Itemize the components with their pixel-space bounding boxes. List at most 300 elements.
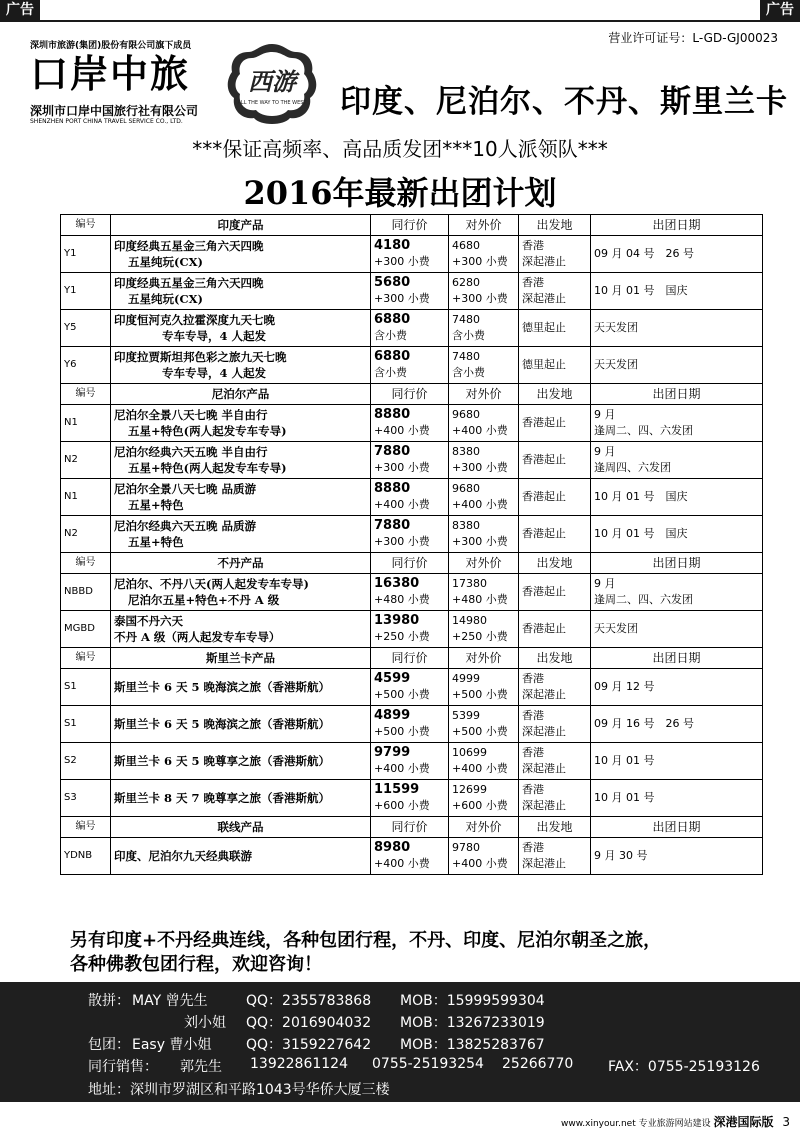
tour-code: N1 — [61, 405, 111, 442]
section-header-row — [61, 648, 763, 669]
trade-price-value: 8880 — [374, 481, 411, 496]
header-depart: 出发地 — [519, 215, 591, 236]
header-code: 编号 — [61, 384, 111, 405]
retail-price-value: 10699 — [452, 746, 487, 759]
header-code: 编号 — [61, 817, 111, 838]
sales-phone-3: 25266770 — [502, 1056, 574, 1072]
svg-text:ALL THE WAY TO THE WEST: ALL THE WAY TO THE WEST — [237, 100, 307, 106]
tour-name-line-1: 印度拉贾斯坦邦色彩之旅九天七晚 — [114, 350, 287, 364]
retail-price-tip: +500 小费 — [452, 688, 508, 701]
header-name: 印度产品 — [111, 215, 371, 236]
tour-name-line-1: 尼泊尔全景八天七晚 半自由行 — [114, 408, 268, 422]
trade-price — [371, 273, 449, 310]
table-row — [61, 516, 763, 553]
tour-date — [591, 516, 763, 553]
tour-date — [591, 479, 763, 516]
trade-price — [371, 236, 449, 273]
retail-price-value: 14980 — [452, 614, 487, 627]
tour-name-line-2: 不丹 A 级（两人起发专车专导） — [114, 630, 281, 644]
header-retail: 对外价 — [449, 553, 519, 574]
brand-english-name: SHENZHEN PORT CHINA TRAVEL SERVICE CO., LTD. — [30, 118, 183, 125]
tour-code: Y1 — [61, 236, 111, 273]
retail-price-value: 8380 — [452, 445, 480, 458]
header-date: 出团日期 — [591, 215, 763, 236]
contact-label: 散拼： — [88, 993, 130, 1009]
departure — [519, 273, 591, 310]
table-row — [61, 442, 763, 479]
slogan: ***保证高频率、高品质发团***10人派领队*** — [192, 137, 608, 161]
trade-price — [371, 442, 449, 479]
header-name: 尼泊尔产品 — [111, 384, 371, 405]
tour-name-line-1: 印度恒河克久拉霍深度九天七晚 — [114, 313, 275, 327]
tour-date — [591, 273, 763, 310]
retail-price-tip: +250 小费 — [452, 630, 508, 643]
trade-price-tip: +500 小费 — [374, 688, 430, 701]
departure-line-1: 香港起止 — [522, 585, 566, 598]
departure-line-2: 深起港止 — [522, 725, 566, 738]
departure — [519, 838, 591, 875]
tour-date-line-2: 逢周四、六发团 — [594, 461, 671, 474]
header-name: 不丹产品 — [111, 553, 371, 574]
sales-phone-1: 13922861124 — [250, 1056, 348, 1072]
contact-mob: MOB：13267233019 — [400, 1015, 545, 1031]
retail-price-value: 12699 — [452, 783, 487, 796]
trade-price — [371, 347, 449, 384]
tour-date-line-1: 09 月 04 号 26 号 — [594, 247, 694, 260]
svg-text:西游: 西游 — [248, 67, 296, 96]
tour-plan-table — [60, 214, 763, 875]
trade-price-tip: 含小费 — [374, 366, 407, 379]
tour-name-line-1: 斯里兰卡 8 天 7 晚尊享之旅（香港斯航） — [114, 791, 331, 805]
table-row — [61, 479, 763, 516]
departure-line-1: 香港 — [522, 841, 544, 854]
departure-line-1: 香港起止 — [522, 490, 566, 503]
departure-line-2: 深起港止 — [522, 857, 566, 870]
tour-name — [111, 780, 371, 817]
table-row — [61, 838, 763, 875]
tour-code: N2 — [61, 516, 111, 553]
retail-price — [449, 780, 519, 817]
tour-code: YDNB — [61, 838, 111, 875]
retail-price — [449, 838, 519, 875]
tour-date — [591, 347, 763, 384]
header-price: 同行价 — [371, 817, 449, 838]
page-number: 3 — [782, 1115, 790, 1129]
tour-name — [111, 838, 371, 875]
trade-price — [371, 516, 449, 553]
departure — [519, 347, 591, 384]
retail-price-tip: 含小费 — [452, 329, 485, 342]
trade-price — [371, 479, 449, 516]
departure — [519, 479, 591, 516]
tour-code: N2 — [61, 442, 111, 479]
tour-date-line-1: 9 月 — [594, 445, 616, 458]
tour-date-line-1: 天天发团 — [594, 358, 638, 371]
departure — [519, 611, 591, 648]
retail-price-value: 17380 — [452, 577, 487, 590]
main-title: 2016年最新出团计划 — [243, 174, 557, 212]
address: 地址：深圳市罗湖区和平路1043号华侨大厦三楼 — [88, 1082, 390, 1098]
departure — [519, 516, 591, 553]
tour-name-line-1: 印度、尼泊尔九天经典联游 — [114, 849, 252, 863]
header-price: 同行价 — [371, 648, 449, 669]
trade-price-value: 7880 — [374, 444, 411, 459]
departure-line-1: 香港 — [522, 276, 544, 289]
tour-date — [591, 236, 763, 273]
trade-price-tip: +250 小费 — [374, 630, 430, 643]
retail-price-value: 9680 — [452, 408, 480, 421]
table-row — [61, 236, 763, 273]
tour-date — [591, 574, 763, 611]
retail-price-tip: +480 小费 — [452, 593, 508, 606]
tour-date-line-2: 逢周二、四、六发团 — [594, 424, 693, 437]
tour-name — [111, 442, 371, 479]
header-depart: 出发地 — [519, 553, 591, 574]
tour-code: S1 — [61, 706, 111, 743]
retail-price — [449, 442, 519, 479]
trade-price — [371, 574, 449, 611]
tour-name — [111, 236, 371, 273]
xiyou-logo-icon — [224, 40, 320, 128]
tour-code: S2 — [61, 743, 111, 780]
tour-name-line-1: 尼泊尔经典六天五晚 半自由行 — [114, 445, 268, 459]
tour-date-line-1: 天天发团 — [594, 321, 638, 334]
departure-line-1: 香港 — [522, 746, 544, 759]
departure-line-2: 深起港止 — [522, 255, 566, 268]
header-retail: 对外价 — [449, 215, 519, 236]
tour-date-line-1: 9 月 — [594, 408, 616, 421]
table-row — [61, 405, 763, 442]
trade-price-tip: +300 小费 — [374, 292, 430, 305]
tour-name-line-1: 尼泊尔、不丹八天(两人起发专车专导) — [114, 577, 309, 591]
tour-name-line-2: 五星纯玩(CX) — [128, 292, 203, 306]
header-code: 编号 — [61, 648, 111, 669]
tour-name-line-1: 斯里兰卡 6 天 5 晚海滨之旅（香港斯航） — [114, 717, 331, 731]
tour-date — [591, 706, 763, 743]
contact-name: MAY 曾先生 — [132, 993, 208, 1009]
departure — [519, 706, 591, 743]
trade-price-tip: +300 小费 — [374, 535, 430, 548]
tour-name-line-2: 尼泊尔五星+特色+不丹 A 级 — [128, 593, 280, 607]
section-header-row — [61, 553, 763, 574]
header-code: 编号 — [61, 553, 111, 574]
tour-name-line-1: 尼泊尔经典六天五晚 品质游 — [114, 519, 257, 533]
retail-price-tip: +400 小费 — [452, 424, 508, 437]
tour-name-line-1: 尼泊尔全景八天七晚 品质游 — [114, 482, 257, 496]
tour-name — [111, 706, 371, 743]
departure — [519, 669, 591, 706]
contact-row — [0, 1012, 800, 1034]
contact-row — [0, 990, 800, 1012]
retail-price — [449, 347, 519, 384]
contact-qq: QQ：3159227642 — [246, 1037, 372, 1053]
retail-price-value: 7480 — [452, 350, 480, 363]
table-row — [61, 743, 763, 780]
tour-date-line-1: 10 月 01 号 — [594, 791, 655, 804]
tour-code: N1 — [61, 479, 111, 516]
tour-name-line-1: 斯里兰卡 6 天 5 晚尊享之旅（香港斯航） — [114, 754, 331, 768]
section-header-row — [61, 384, 763, 405]
tour-name-line-2: 五星+特色(两人起发专车专导) — [128, 424, 287, 438]
trade-price — [371, 310, 449, 347]
retail-price — [449, 405, 519, 442]
address-row — [0, 1079, 800, 1101]
ad-label-left: 广告 — [0, 0, 40, 20]
tour-name — [111, 479, 371, 516]
departure — [519, 442, 591, 479]
tour-date-line-1: 10 月 01 号 国庆 — [594, 527, 688, 540]
contact-mob: MOB：13825283767 — [400, 1037, 545, 1053]
retail-price-value: 8380 — [452, 519, 480, 532]
tour-name-line-2: 专车专导，4 人起发 — [162, 329, 267, 343]
tour-name — [111, 669, 371, 706]
retail-price — [449, 574, 519, 611]
table-row — [61, 669, 763, 706]
retail-price-tip: +400 小费 — [452, 762, 508, 775]
tour-name-line-1: 印度经典五星金三角六天四晚 — [114, 276, 264, 290]
trade-price-tip: +600 小费 — [374, 799, 430, 812]
table-row — [61, 611, 763, 648]
sales-name: 郭先生 — [180, 1059, 222, 1075]
retail-price-value: 6280 — [452, 276, 480, 289]
retail-price — [449, 669, 519, 706]
top-divider — [0, 20, 800, 22]
departure — [519, 743, 591, 780]
header-date: 出团日期 — [591, 817, 763, 838]
tour-date-line-1: 10 月 01 号 — [594, 754, 655, 767]
departure — [519, 780, 591, 817]
header-price: 同行价 — [371, 384, 449, 405]
header-name: 联线产品 — [111, 817, 371, 838]
contact-name: 刘小姐 — [184, 1015, 226, 1031]
tour-name — [111, 405, 371, 442]
retail-price-value: 4999 — [452, 672, 480, 685]
ad-label-right: 广告 — [760, 0, 800, 20]
retail-price-value: 4680 — [452, 239, 480, 252]
brand-group-line: 深圳市旅游(集团)股份有限公司旗下成员 — [30, 41, 192, 51]
extra-line-1: 另有印度+不丹经典连线，各种包团行程，不丹、印度、尼泊尔朝圣之旅， — [70, 930, 662, 951]
table-row — [61, 273, 763, 310]
tour-code: MGBD — [61, 611, 111, 648]
departure-line-1: 香港起止 — [522, 527, 566, 540]
retail-price-value: 7480 — [452, 313, 480, 326]
trade-price — [371, 743, 449, 780]
retail-price — [449, 516, 519, 553]
tour-name — [111, 516, 371, 553]
trade-price-tip: +300 小费 — [374, 255, 430, 268]
table-row — [61, 310, 763, 347]
retail-price-tip: +400 小费 — [452, 857, 508, 870]
trade-price-value: 9799 — [374, 745, 411, 760]
brand-name: 口岸中旅 — [30, 52, 191, 96]
tour-name — [111, 273, 371, 310]
trade-price-value: 7880 — [374, 518, 411, 533]
contact-mob: MOB：15999599304 — [400, 993, 545, 1009]
tour-code: NBBD — [61, 574, 111, 611]
departure-line-2: 深起港止 — [522, 799, 566, 812]
tour-name-line-2: 五星+特色(两人起发专车专导) — [128, 461, 287, 475]
bottom-site: www.xinyour.net 专业旅游网站建设 — [561, 1119, 711, 1129]
departure-line-1: 香港起止 — [522, 622, 566, 635]
tour-name — [111, 310, 371, 347]
departure-line-1: 香港 — [522, 672, 544, 685]
trade-price-value: 16380 — [374, 576, 420, 591]
trade-price-tip: +400 小费 — [374, 498, 430, 511]
tour-date — [591, 838, 763, 875]
departure-line-2: 深起港止 — [522, 292, 566, 305]
tour-name — [111, 347, 371, 384]
table-row — [61, 780, 763, 817]
tour-date-line-1: 09 月 16 号 26 号 — [594, 717, 694, 730]
header-price: 同行价 — [371, 215, 449, 236]
header-retail: 对外价 — [449, 648, 519, 669]
header-date: 出团日期 — [591, 648, 763, 669]
license-number: 营业许可证号：L-GD-GJ00023 — [608, 31, 778, 45]
retail-price — [449, 706, 519, 743]
departure-line-2: 深起港止 — [522, 688, 566, 701]
header-date: 出团日期 — [591, 384, 763, 405]
departure-line-1: 德里起止 — [522, 358, 566, 371]
departure — [519, 310, 591, 347]
header-depart: 出发地 — [519, 817, 591, 838]
bottom-edition: 深港国际版 — [713, 1115, 774, 1129]
trade-price-value: 6880 — [374, 312, 411, 327]
tour-date-line-1: 天天发团 — [594, 622, 638, 635]
tour-date-line-1: 10 月 01 号 国庆 — [594, 490, 688, 503]
retail-price-tip: +400 小费 — [452, 498, 508, 511]
headline: 印度、尼泊尔、不丹、斯里兰卡 — [340, 84, 788, 120]
trade-price-value: 8880 — [374, 407, 411, 422]
tour-name-line-2: 专车专导，4 人起发 — [162, 366, 267, 380]
trade-price — [371, 669, 449, 706]
trade-price-value: 11599 — [374, 782, 420, 797]
header-depart: 出发地 — [519, 648, 591, 669]
section-header-row — [61, 817, 763, 838]
tour-name-line-2: 五星+特色 — [128, 535, 184, 549]
tour-date-line-1: 09 月 12 号 — [594, 680, 655, 693]
section-header-row — [61, 215, 763, 236]
departure — [519, 405, 591, 442]
contact-row — [0, 1034, 800, 1056]
table-row — [61, 706, 763, 743]
header-retail: 对外价 — [449, 384, 519, 405]
tour-date — [591, 743, 763, 780]
tour-date — [591, 405, 763, 442]
departure-line-1: 香港起止 — [522, 416, 566, 429]
departure-line-1: 香港 — [522, 239, 544, 252]
table-row — [61, 347, 763, 384]
tour-code: S1 — [61, 669, 111, 706]
retail-price-tip: +300 小费 — [452, 535, 508, 548]
contact-name: Easy 曹小姐 — [132, 1037, 212, 1053]
extra-line-2: 各种佛教包团行程，欢迎咨询！ — [70, 954, 322, 975]
contact-footer — [0, 982, 800, 1102]
header-name: 斯里兰卡产品 — [111, 648, 371, 669]
trade-price — [371, 706, 449, 743]
trade-price — [371, 838, 449, 875]
trade-price-value: 5680 — [374, 275, 411, 290]
trade-price — [371, 405, 449, 442]
brand-full-name: 深圳市口岸中国旅行社有限公司 — [30, 104, 199, 118]
sales-label: 同行销售： — [88, 1059, 158, 1075]
sales-phone-2: 0755-25193254 — [372, 1056, 484, 1072]
tour-date — [591, 669, 763, 706]
retail-price — [449, 310, 519, 347]
contact-qq: QQ：2355783868 — [246, 993, 372, 1009]
trade-price-value: 6880 — [374, 349, 411, 364]
sales-fax: FAX：0755-25193126 — [608, 1059, 760, 1075]
trade-price-tip: 含小费 — [374, 329, 407, 342]
contact-qq: QQ：2016904032 — [246, 1015, 372, 1031]
departure — [519, 236, 591, 273]
tour-date-line-2: 逢周二、四、六发团 — [594, 593, 693, 606]
tour-code: Y5 — [61, 310, 111, 347]
header-retail: 对外价 — [449, 817, 519, 838]
tour-code: Y1 — [61, 273, 111, 310]
trade-price-tip: +480 小费 — [374, 593, 430, 606]
retail-price — [449, 236, 519, 273]
header-depart: 出发地 — [519, 384, 591, 405]
tour-date — [591, 310, 763, 347]
departure-line-1: 香港 — [522, 709, 544, 722]
trade-price-value: 4180 — [374, 238, 411, 253]
departure-line-2: 深起港止 — [522, 762, 566, 775]
header-price: 同行价 — [371, 553, 449, 574]
tour-name — [111, 743, 371, 780]
extra-info — [70, 929, 780, 977]
departure — [519, 574, 591, 611]
trade-price-tip: +400 小费 — [374, 424, 430, 437]
retail-price-tip: 含小费 — [452, 366, 485, 379]
trade-price-value: 4599 — [374, 671, 411, 686]
tour-name — [111, 574, 371, 611]
tour-code: Y6 — [61, 347, 111, 384]
sales-row — [0, 1056, 800, 1078]
trade-price-value: 13980 — [374, 613, 420, 628]
trade-price-value: 8980 — [374, 840, 411, 855]
retail-price-tip: +600 小费 — [452, 799, 508, 812]
tour-name-line-1: 印度经典五星金三角六天四晚 — [114, 239, 264, 253]
trade-price-tip: +300 小费 — [374, 461, 430, 474]
trade-price-value: 4899 — [374, 708, 411, 723]
tour-date-line-1: 9 月 30 号 — [594, 849, 648, 862]
bottom-bar — [561, 1113, 790, 1130]
table-row — [61, 574, 763, 611]
contact-label: 包团： — [88, 1037, 130, 1053]
tour-date-line-1: 9 月 — [594, 577, 616, 590]
header-date: 出团日期 — [591, 553, 763, 574]
tour-date — [591, 442, 763, 479]
retail-price-tip: +300 小费 — [452, 461, 508, 474]
retail-price-tip: +300 小费 — [452, 292, 508, 305]
tour-code: S3 — [61, 780, 111, 817]
tour-name-line-2: 五星纯玩(CX) — [128, 255, 203, 269]
retail-price-value: 9680 — [452, 482, 480, 495]
tour-name-line-1: 斯里兰卡 6 天 5 晚海滨之旅（香港斯航） — [114, 680, 331, 694]
retail-price — [449, 479, 519, 516]
retail-price — [449, 611, 519, 648]
trade-price-tip: +400 小费 — [374, 762, 430, 775]
departure-line-1: 香港 — [522, 783, 544, 796]
retail-price — [449, 743, 519, 780]
tour-name-line-1: 泰国不丹六天 — [114, 614, 183, 628]
retail-price-value: 9780 — [452, 841, 480, 854]
tour-date — [591, 611, 763, 648]
header-code: 编号 — [61, 215, 111, 236]
tour-name-line-2: 五星+特色 — [128, 498, 184, 512]
trade-price — [371, 611, 449, 648]
tour-date — [591, 780, 763, 817]
